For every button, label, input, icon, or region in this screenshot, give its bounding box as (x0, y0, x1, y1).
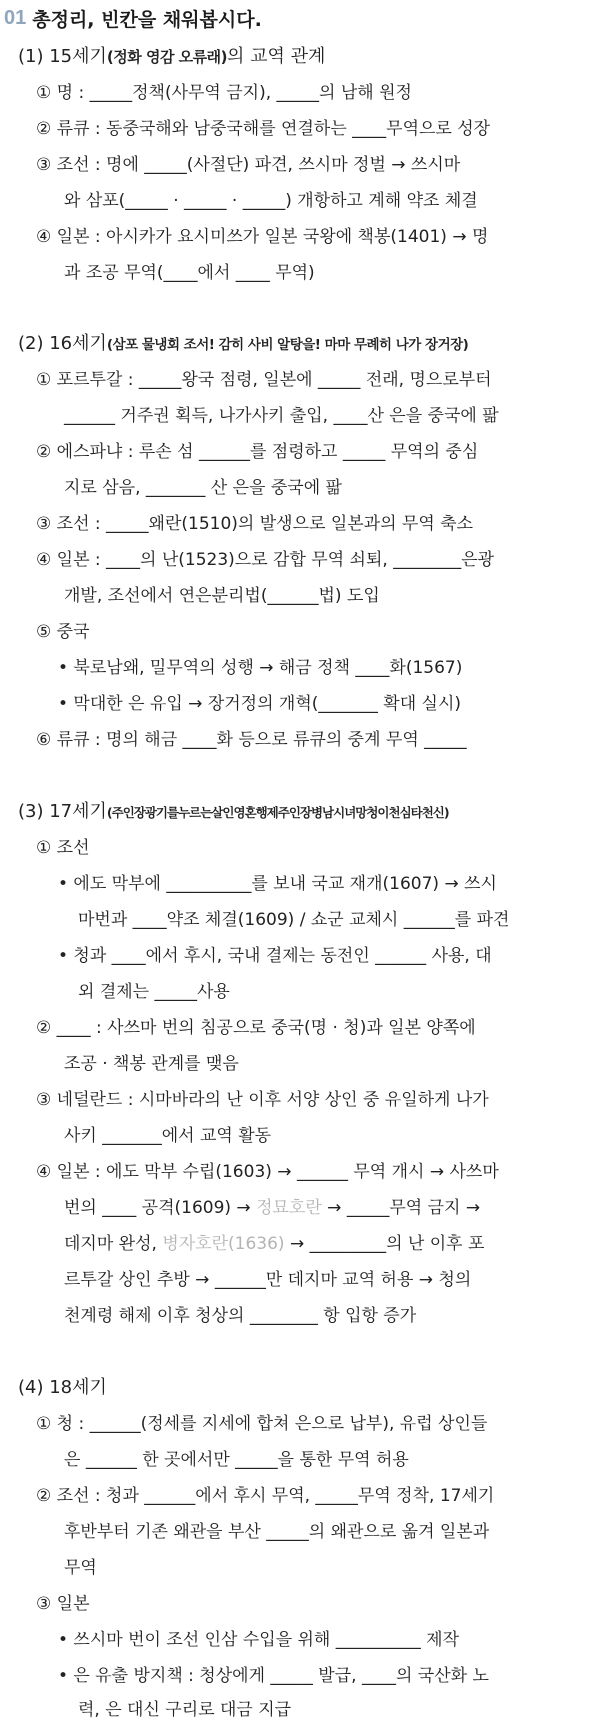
section-3-line (64, 1227, 484, 1261)
section-4-line: 무역 (64, 1558, 97, 1578)
section-2-line: ______ 거주권 획득, 나가사키 출입, ____산 은을 중국에 팖 (64, 406, 499, 426)
section-4-bullet: • 쓰시마 번이 조선 인삼 수입을 위해 __________ 제작 (58, 1630, 460, 1650)
section-2-line: ⑤ 중국 (36, 622, 90, 642)
section-2-bullet: • 북로남왜, 밀무역의 성행 → 해금 정책 ____화(1567) (58, 658, 463, 678)
section-4-label: (4) 18세기 (18, 1377, 107, 1398)
section-3-text: 데지마 완성, (64, 1234, 163, 1254)
title-text: 총정리, 빈칸을 채워봅시다. (32, 8, 262, 31)
section-1-line: ① 명 : _____정책(사무역 금지), _____의 남해 원정 (36, 83, 412, 103)
section-3-heading (18, 795, 449, 829)
section-1-label: (1) 15세기 (18, 46, 107, 67)
section-2-line: ④ 일본 : ____의 난(1523)으로 감합 무역 쇠퇴, ________은광 (36, 550, 495, 570)
section-3-label: (3) 17세기 (18, 801, 107, 822)
section-3-line: ③ 네덜란드 : 시마바라의 난 이후 서양 상인 중 유일하게 나가 (36, 1090, 489, 1110)
section-3-line: ① 조선 (36, 838, 90, 858)
section-3-text: 번의 ____ 공격(1609) → (64, 1198, 257, 1218)
section-3-line: 외 결제는 _____사용 (78, 982, 230, 1002)
section-3-line: ② ____ : 사쓰마 번의 침공으로 중국(명 · 청)과 일본 양쪽에 (36, 1018, 476, 1038)
section-3-line: 사키 _______에서 교역 활동 (64, 1126, 272, 1146)
section-4-line: ② 조선 : 청과 ______에서 후시 무역, _____무역 정착, 17세기 (36, 1486, 495, 1506)
section-1-mnemonic: (정화 영감 오류래) (106, 48, 227, 66)
section-2-line: ⑥ 류큐 : 명의 해금 ____화 등으로 류큐의 중계 무역 _____ (36, 730, 467, 750)
section-2-line: ③ 조선 : _____왜란(1510)의 발생으로 일본과의 무역 축소 (36, 514, 473, 534)
section-2-line: ① 포르투갈 : _____왕국 점령, 일본에 _____ 전래, 명으로부터 (36, 370, 492, 390)
section-3-line: 마번과 ____약조 체결(1609) / 쇼군 교체시 ______를 파견 (78, 910, 510, 930)
section-1-line: ② 류큐 : 동중국해와 남중국해를 연결하는 ____무역으로 성장 (36, 119, 491, 139)
section-3-line: ④ 일본 : 에도 막부 수립(1603) → ______ 무역 개시 → 사쓰마 (36, 1162, 499, 1182)
section-2-bullet: • 막대한 은 유입 → 장거정의 개혁(_______ 확대 실시) (58, 694, 462, 714)
section-3-line: 르투갈 상인 추방 → ______만 데지마 교역 허용 → 청의 (64, 1270, 472, 1290)
section-3-bullet: • 에도 막부에 __________를 보내 국교 재개(1607) → 쓰시 (58, 874, 497, 894)
section-4-line: ① 청 : ______(정세를 지세에 합쳐 은으로 납부), 유럽 상인들 (36, 1414, 488, 1434)
section-4-bullet: • 은 유출 방지책 : 청상에게 _____ 발급, ____의 국산화 노 (58, 1666, 489, 1686)
section-2-heading (18, 327, 468, 361)
section-3-line: 조공 · 책봉 관계를 맺음 (64, 1054, 239, 1074)
section-4-line: 력, 은 대신 구리로 대금 지급 (78, 1700, 292, 1720)
section-1-tail: 의 교역 관계 (227, 46, 326, 67)
section-3-line (64, 1191, 480, 1225)
worksheet-title (4, 2, 262, 34)
section-1-line: 과 조공 무역(____에서 ____ 무역) (64, 263, 315, 283)
section-1-line: 와 삼포(_____ · _____ · _____) 개항하고 계해 약조 체결 (64, 191, 478, 211)
section-2-line: 지로 삼음, _______ 산 은을 중국에 팖 (64, 478, 342, 498)
section-3-text: → _____무역 금지 → (321, 1198, 481, 1218)
section-1-line: ③ 조선 : 명에 _____(사절단) 파견, 쓰시마 정벌 → 쓰시마 (36, 155, 461, 175)
section-1-line: ④ 일본 : 아시카가 요시미쓰가 일본 국왕에 책봉(1401) → 명 (36, 227, 489, 247)
section-3-line: 천계령 해제 이후 청상의 ________ 항 입항 증가 (64, 1306, 417, 1326)
section-3-text: → _________의 난 이후 포 (284, 1234, 485, 1254)
section-4-line: 은 ______ 한 곳에서만 _____을 통한 무역 허용 (64, 1450, 409, 1470)
section-2-line: ② 에스파냐 : 루손 섬 ______를 점령하고 _____ 무역의 중심 (36, 442, 479, 462)
section-2-label: (2) 16세기 (18, 333, 107, 354)
section-3-bullet: • 청과 ____에서 후시, 국내 결제는 동전인 ______ 사용, 대 (58, 946, 492, 966)
title-number: 01 (4, 6, 27, 29)
section-4-line: 후반부터 기존 왜관을 부산 _____의 왜관으로 옮겨 일본과 (64, 1522, 490, 1542)
section-1-heading (18, 40, 325, 74)
jeongmyo-horan-text: 정묘호란 (256, 1198, 322, 1218)
section-2-line: 개발, 조선에서 연은분리법(______법) 도입 (64, 586, 380, 606)
section-4-heading (18, 1371, 107, 1405)
section-4-line: ③ 일본 (36, 1594, 90, 1614)
section-2-mnemonic: (삼포 물냉회 조서! 감히 사비 알탕을! 마마 무례히 나가 장거장) (106, 337, 469, 353)
byeongja-horan-text: 병자호란(1636) (162, 1234, 285, 1254)
section-3-mnemonic: (주인장광기를누르는살인영혼행제주인장병남시녀망청이천심타천신) (106, 805, 449, 820)
